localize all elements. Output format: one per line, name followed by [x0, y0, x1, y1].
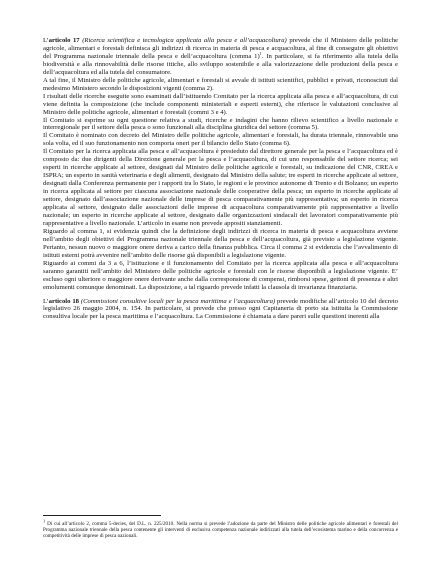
body-paragraph: A tal fine, il Ministro delle politiche agricole, alimentari e forestali si avvale di istituti scientifici, pubblici e privati, riconosciuti dal medesimo Ministero secondo le disposizioni vigenti (comma 2).: [43, 76, 398, 92]
article-17-body: prevede che il Ministero delle politiche agricole, alimentari e forestali definisca gli indirizzi di ricerca in materia di pesca e acquacoltura, al fine di conseguire gli obiettivi del Programma nazionale triennale della pesca e dell’acquacoltura (comma 1): [43, 37, 398, 60]
footnote-number: 1: [43, 518, 46, 524]
body-paragraph: Il Comitato è nominato con decreto del Ministro delle politiche agricole, alimentari e forestali, ha durata triennale, rinnovabile una sola volta, ed il suo funzionamento non comporta oneri per il bilancio dello Stato (comma 6).: [43, 132, 398, 148]
article-17-lead: L’: [43, 37, 49, 44]
body-paragraph: I risultati delle ricerche eseguite sono esaminati dall’istituendo Comitato per la ricerca applicata alla pesca e all’acquacoltura, di cui viene definita la composizione (che include componenti ministeriali e esperti esterni), che riferisce le valutazioni conclusive al Ministro delle politiche agricole, alimentari e forestali (commi 3 e 4).: [43, 92, 398, 116]
article-18-title: (Commissioni consultive locali per la pesca marittima e l’acquacoltura): [80, 297, 276, 305]
article-17-paragraph: [43, 37, 398, 77]
article-18-body: prevede modifiche all’articolo 10 del decreto legislativo 26 maggio 2004, n. 154. In particolare, si prevede che presso ogni Capitaneria di porto sia istituita la Commissione consultiva locale per la pesca marittima e l’acquacoltura. La Commissione è chiamata a dare pareri sulle questioni inerenti alla: [43, 297, 398, 321]
article-17-heading: articolo 17: [48, 37, 80, 44]
article-18-lead: L’: [43, 297, 49, 305]
footnote: [43, 518, 398, 540]
body-paragraph: Riguardo ai commi da 3 a 6, l’istituzione e il funzionamento del Comitato per la ricerca applicata alla pesca e all’acquacoltura saranno garantiti nell’ambito del Ministero delle politiche agricole e forestali con le risorse disponibili a legislazione vigente. E’ escluso ogni ulteriore o maggiore onere derivante anche dalla corresponsione di compensi, rimborsi spese, gettoni di presenza e altri emolumenti comunque denominati. La disposizione, a tal riguardo prevede infatti la clausola di invarianza finanziaria.: [43, 259, 398, 291]
footnote-divider: [43, 515, 161, 516]
article-17-title: (Ricerca scientifica e tecnologica applicata alla pesca e all’acquacoltura): [82, 37, 287, 44]
body-paragraph: Riguardo al comma 1, si evidenzia quindi che la definizione degli indirizzi di ricerca in materia di pesca e acquacoltura avviene nell’ambito degli obiettivi del Programma nazionale triennale della pesca e dell’acquacoltura, già previsto a legislazione vigente. Pertanto, nessun nuovo o maggiore onere deriva a carico della finanza pubblica. Circa il comma 2 si evidenzia che l’avvalimento di istituti esterni potrà avvenire nell’ambito delle risorse già disponibili a legislazione vigente.: [43, 227, 398, 259]
article-18-heading: articolo 18: [48, 297, 79, 305]
footnote-text: Di cui all’articolo 2, comma 5-decies, del D.L. n. 225/2010. Nella norma si prevede l’adozione da parte del Ministro delle politiche agricole alimentari e forestali del Programma nazionale triennale della pesca contenente gli interventi di esclusiva competenza nazionale indirizzati alla tutela dell’ecosistema marino e della concorrenza e competitività delle imprese di pesca nazionali.: [43, 521, 398, 540]
body-paragraph: Il Comitato per la ricerca applicata alla pesca e all’acquacoltura è presieduto dal direttore generale per la pesca e l’acquacoltura ed è composto da: due dirigenti della Direzione generale per la pesca e l’acquacoltura, di cui uno responsabile del settore ricerca; sei esperti in ricerche applicate al settore, designati dal Ministro delle politiche agricole e forestali, su indicazione del CNR, CREA e ISPRA; un esperto in sanità veterinaria e degli alimenti, designato dal Ministro della salute; tre esperti in ricerche applicate al settore, designati dalla Conferenza permanente per i rapporti tra lo Stato, le regioni e le province autonome di Trento e di Bolzano; un esperto in ricerca applicata al settore per ciascuna associazione nazionale delle cooperative della pesca; un esperto in ricerche applicate al settore, designato dall’associazione nazionale delle imprese di pesca comparativamente più rappresentativa; un esperto in ricerca applicata al settore, designato dalle associazioni delle imprese di acquacoltura comparativamente più rappresentative a livello nazionale; un esperto in ricerche applicate al settore, designato dalle organizzazioni sindacali dei lavoratori comparativamente più rappresentative a livello nazionale. L’articolo in esame non prevede appositi stanziamenti.: [43, 148, 398, 227]
article-17-body-continued: . In particolare, si fa riferimento alla tutela della biodiversità e alla rinnovabilità delle risorse ittiche, allo sviluppo sostenibile e alla valorizzazione delle produzioni della pesca e dell’acquacoltura ed alla tutela del consumatore.: [43, 52, 398, 76]
article-18-paragraph: [43, 298, 398, 322]
document-page: [43, 37, 398, 567]
body-paragraph: Il Comitato si esprime su ogni questione relativa a studi, ricerche e indagini che hanno rilievo scientifico a livello nazionale e interregionale per il settore della pesca o sono funzionali alla disciplina giuridica del settore (comma 5).: [43, 116, 398, 132]
footnote-reference: 1: [259, 50, 262, 56]
